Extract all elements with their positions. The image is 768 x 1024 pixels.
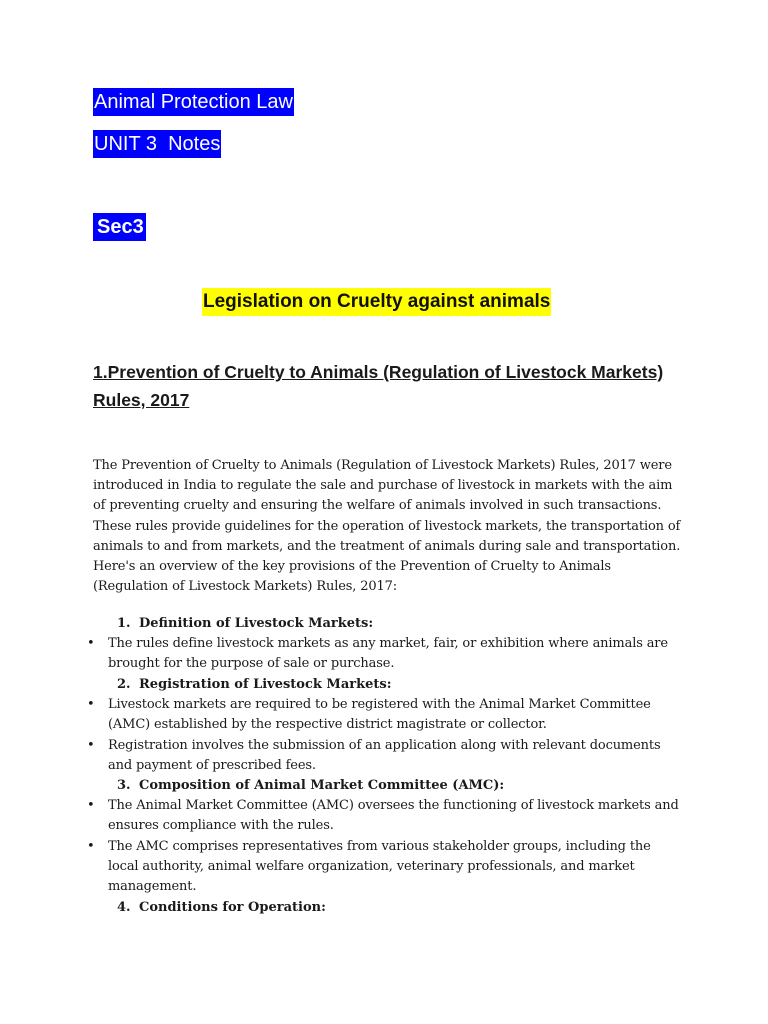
document-title: Animal Protection Law xyxy=(93,88,294,116)
section-heading: 1.Prevention of Cruelty to Animals (Regulation of Livestock Markets) Rules, 2017 xyxy=(93,362,664,410)
bullet-text: The rules define livestock markets as any market, fair, or exhibition where animals are brought for the purpose of sale or purchase. xyxy=(108,636,668,672)
list-item-heading xyxy=(117,776,504,796)
bullet-icon: • xyxy=(87,697,95,712)
list-item-title: Registration of Livestock Markets: xyxy=(139,677,392,692)
list-item-title: Composition of Animal Market Committee (AMC): xyxy=(139,778,505,793)
list-item-heading xyxy=(117,898,326,918)
list-item xyxy=(87,634,683,674)
list-item-number: 2. xyxy=(117,677,131,692)
list-item-number: 4. xyxy=(117,900,131,915)
bullet-icon: • xyxy=(87,636,95,651)
bullet-text: Registration involves the submission of an application along with relevant documents and payment of prescribed fees. xyxy=(108,738,661,774)
list-item xyxy=(87,796,683,836)
list-item-heading xyxy=(117,614,373,634)
unit-label: UNIT 3 Notes xyxy=(93,130,221,158)
subtitle: Legislation on Cruelty against animals xyxy=(202,288,551,316)
bullet-icon: • xyxy=(87,798,95,813)
list-item xyxy=(87,695,683,735)
bullet-text: The Animal Market Committee (AMC) oversees the functioning of livestock markets and ensures compliance with the rules. xyxy=(108,798,679,834)
list-item-heading xyxy=(117,675,392,695)
bullet-icon: • xyxy=(87,839,95,854)
list-item-title: Definition of Livestock Markets: xyxy=(139,616,374,631)
list-item xyxy=(87,837,683,898)
bullet-text: The AMC comprises representatives from various stakeholder groups, including the local authority, animal welfare organization, veterinary professionals, and market management. xyxy=(108,839,651,895)
list-item-number: 3. xyxy=(117,778,131,793)
bullet-text: Livestock markets are required to be registered with the Animal Market Committee (AMC) established by the respective district magistrate or collector. xyxy=(108,697,651,733)
section-label: Sec3 xyxy=(93,213,146,241)
bullet-icon: • xyxy=(87,738,95,753)
list-item xyxy=(87,736,683,776)
list-item-title: Conditions for Operation: xyxy=(139,900,326,915)
intro-paragraph: The Prevention of Cruelty to Animals (Regulation of Livestock Markets) Rules, 2017 were introduced in India to regulate the sale and purchase of livestock in markets with the aim of preventing cruelty and ensuring the welfare of animals involved in such transactions. These rules provide guidelines for the operation of livestock markets, the transportation of animals to and from markets, and the treatment of animals during sale and transportation. Here's an overview of the key provisions of the Prevention of Cruelty to Animals (Regulation of Livestock Markets) Rules, 2017: xyxy=(93,458,681,595)
list-item-number: 1. xyxy=(117,616,131,631)
